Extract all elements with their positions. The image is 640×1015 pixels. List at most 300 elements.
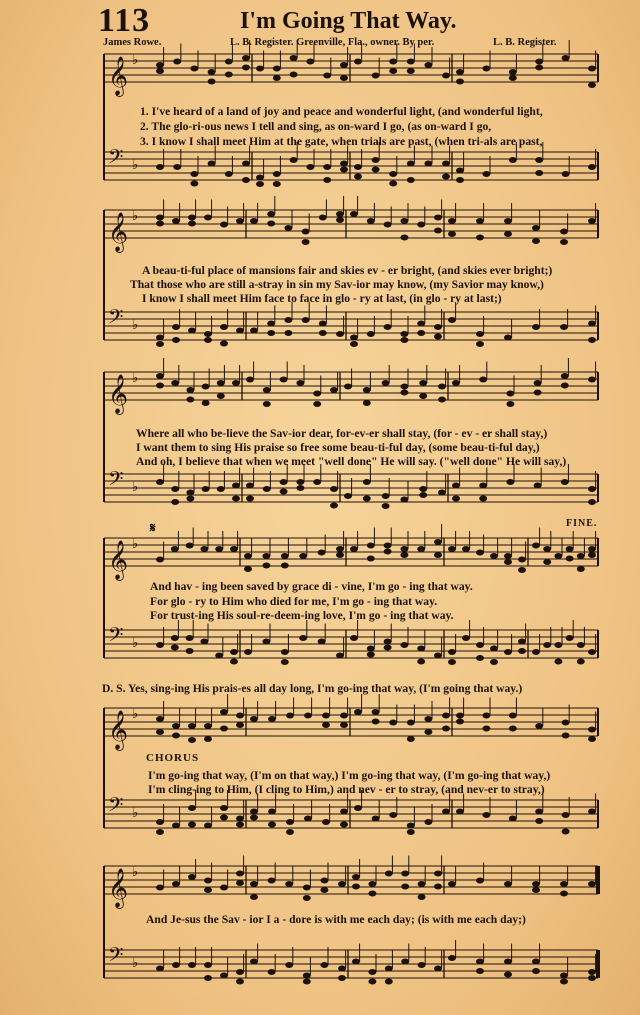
note-head bbox=[560, 324, 568, 330]
note-head bbox=[479, 483, 487, 489]
note-head bbox=[577, 566, 585, 572]
note-head bbox=[156, 62, 164, 68]
note-head bbox=[273, 66, 281, 72]
note-head bbox=[456, 79, 464, 85]
note-head bbox=[232, 496, 240, 502]
note-head bbox=[284, 225, 292, 231]
note-head bbox=[281, 659, 289, 665]
note-head bbox=[407, 736, 415, 742]
note-head bbox=[504, 335, 512, 341]
note-head bbox=[186, 648, 194, 654]
note-head bbox=[535, 59, 543, 65]
note-head bbox=[385, 979, 393, 985]
note-head bbox=[372, 157, 380, 163]
bass-clef-icon: 𝄢 bbox=[108, 793, 124, 821]
note-head bbox=[504, 559, 512, 565]
note-head bbox=[268, 878, 276, 884]
note-head bbox=[560, 973, 568, 979]
note-head bbox=[236, 722, 244, 728]
note-head bbox=[504, 231, 512, 237]
note-head bbox=[562, 55, 570, 61]
note-head bbox=[506, 479, 514, 485]
note-head bbox=[313, 391, 321, 397]
note-head bbox=[442, 161, 450, 167]
note-head bbox=[190, 181, 198, 187]
note-head bbox=[250, 328, 258, 334]
note-head bbox=[382, 503, 390, 509]
lyric-line: I'm cling-ing to Him, (I cling to Him,) and nev - er to stray, (and nev-er to stray,) bbox=[148, 783, 545, 796]
note-head bbox=[532, 968, 540, 974]
note-head bbox=[323, 73, 331, 79]
note-head bbox=[267, 211, 275, 217]
note-head bbox=[204, 823, 212, 829]
note-head bbox=[290, 72, 298, 78]
note-head bbox=[330, 486, 338, 492]
note-head bbox=[448, 317, 456, 323]
note-head bbox=[171, 546, 179, 552]
note-head bbox=[318, 639, 326, 645]
note-head bbox=[476, 218, 484, 224]
note-head bbox=[476, 341, 484, 347]
note-head bbox=[156, 829, 164, 835]
note-head bbox=[340, 62, 348, 68]
note-head bbox=[338, 881, 346, 887]
note-head bbox=[372, 167, 380, 173]
note-head bbox=[401, 884, 409, 890]
note-head bbox=[504, 972, 512, 978]
note-head bbox=[400, 218, 408, 224]
note-head bbox=[267, 221, 275, 227]
note-head bbox=[330, 387, 338, 393]
note-head bbox=[350, 211, 358, 217]
note-head bbox=[172, 218, 180, 224]
note-head bbox=[336, 331, 344, 337]
note-head bbox=[354, 164, 362, 170]
note-head bbox=[532, 324, 540, 330]
bass-clef-icon: 𝄢 bbox=[108, 467, 124, 495]
note-head bbox=[208, 79, 216, 85]
note-head bbox=[304, 713, 312, 719]
note-head bbox=[344, 384, 352, 390]
note-head bbox=[156, 479, 164, 485]
note-head bbox=[156, 716, 164, 722]
note-head bbox=[299, 553, 307, 559]
bass-clef-icon: 𝄢 bbox=[108, 623, 124, 651]
flat-sign-icon: ♭ bbox=[132, 806, 139, 821]
note-head bbox=[354, 59, 362, 65]
note-head bbox=[204, 337, 212, 343]
note-head bbox=[400, 642, 408, 648]
note-head bbox=[242, 177, 250, 183]
note-head bbox=[220, 324, 228, 330]
note-head bbox=[230, 649, 238, 655]
note-head bbox=[340, 713, 348, 719]
note-head bbox=[543, 642, 551, 648]
note-head bbox=[419, 380, 427, 386]
flat-sign-icon: ♭ bbox=[132, 53, 139, 68]
note-head bbox=[303, 973, 311, 979]
note-head bbox=[401, 871, 409, 877]
note-head bbox=[442, 726, 450, 732]
note-head bbox=[208, 69, 216, 75]
note-head bbox=[588, 809, 596, 815]
note-head bbox=[577, 553, 585, 559]
note-head bbox=[286, 829, 294, 835]
note-head bbox=[318, 550, 326, 556]
note-head bbox=[281, 649, 289, 655]
flat-sign-icon: ♭ bbox=[132, 636, 139, 651]
note-head bbox=[262, 563, 270, 569]
note-head bbox=[490, 646, 498, 652]
note-head bbox=[566, 635, 574, 641]
bass-clef-icon: 𝄢 bbox=[108, 145, 124, 173]
note-head bbox=[244, 566, 252, 572]
note-head bbox=[389, 181, 397, 187]
note-head bbox=[504, 881, 512, 887]
note-head bbox=[340, 722, 348, 728]
note-head bbox=[384, 645, 392, 651]
note-head bbox=[535, 818, 543, 824]
note-head bbox=[286, 819, 294, 825]
note-head bbox=[389, 59, 397, 65]
note-head bbox=[236, 822, 244, 828]
note-head bbox=[336, 546, 344, 552]
note-head bbox=[242, 55, 250, 61]
note-head bbox=[535, 809, 543, 815]
note-head bbox=[588, 377, 596, 383]
note-head bbox=[509, 726, 517, 732]
note-head bbox=[244, 553, 252, 559]
note-head bbox=[368, 979, 376, 985]
note-head bbox=[172, 881, 180, 887]
treble-clef-icon: 𝄞 bbox=[108, 374, 129, 414]
note-head bbox=[268, 809, 276, 815]
note-head bbox=[350, 335, 358, 341]
note-head bbox=[215, 546, 223, 552]
lyric-line: 3. I know I shall meet Him at the gate, when trials are past, (when tri-als are past, bbox=[140, 135, 543, 148]
note-head bbox=[336, 552, 344, 558]
lyric-line: For trust-ing His soul-re-deem-ing love, I'm go - ing that way. bbox=[150, 609, 454, 622]
note-head bbox=[268, 969, 276, 975]
dal-segno-line: D. S. Yes, sing-ing His prais-es all day long, I'm go-ing that way, (I'm going that way.) bbox=[102, 682, 523, 695]
flat-sign-icon: ♭ bbox=[132, 956, 139, 971]
note-head bbox=[419, 492, 427, 498]
note-head bbox=[452, 483, 460, 489]
note-head bbox=[156, 335, 164, 341]
note-head bbox=[438, 384, 446, 390]
note-head bbox=[204, 962, 212, 968]
note-head bbox=[456, 69, 464, 75]
note-head bbox=[400, 497, 408, 503]
note-head bbox=[171, 486, 179, 492]
note-head bbox=[173, 164, 181, 170]
note-head bbox=[384, 639, 392, 645]
note-head bbox=[532, 881, 540, 887]
treble-clef-icon: 𝄞 bbox=[108, 540, 129, 580]
note-head bbox=[280, 377, 288, 383]
note-head bbox=[236, 713, 244, 719]
note-head bbox=[367, 646, 375, 652]
note-head bbox=[156, 885, 164, 891]
note-head bbox=[232, 380, 240, 386]
note-head bbox=[368, 891, 376, 897]
note-head bbox=[448, 218, 456, 224]
note-head bbox=[532, 238, 540, 244]
note-head bbox=[336, 653, 344, 659]
note-head bbox=[188, 805, 196, 811]
note-head bbox=[186, 490, 194, 496]
note-head bbox=[350, 341, 358, 347]
note-head bbox=[236, 969, 244, 975]
note-head bbox=[338, 975, 346, 981]
note-head bbox=[504, 218, 512, 224]
note-head bbox=[554, 642, 562, 648]
note-head bbox=[400, 552, 408, 558]
note-head bbox=[532, 225, 540, 231]
note-head bbox=[171, 499, 179, 505]
note-head bbox=[476, 550, 484, 556]
note-head bbox=[286, 713, 294, 719]
note-head bbox=[407, 720, 415, 726]
note-head bbox=[532, 543, 540, 549]
note-head bbox=[320, 878, 328, 884]
note-head bbox=[299, 635, 307, 641]
note-head bbox=[561, 479, 569, 485]
note-head bbox=[303, 895, 311, 901]
note-head bbox=[588, 552, 596, 558]
note-head bbox=[172, 723, 180, 729]
note-head bbox=[504, 649, 512, 655]
note-head bbox=[479, 377, 487, 383]
note-head bbox=[434, 871, 442, 877]
note-head bbox=[407, 829, 415, 835]
note-head bbox=[188, 221, 196, 227]
note-head bbox=[156, 819, 164, 825]
note-head bbox=[313, 401, 321, 407]
note-head bbox=[389, 68, 397, 74]
fine-marking: FINE. bbox=[566, 518, 598, 529]
note-head bbox=[588, 321, 596, 327]
note-head bbox=[434, 324, 442, 330]
note-head bbox=[284, 317, 292, 323]
note-head bbox=[319, 330, 327, 336]
note-head bbox=[385, 871, 393, 877]
note-head bbox=[434, 334, 442, 340]
note-head bbox=[419, 486, 427, 492]
note-head bbox=[407, 59, 415, 65]
note-head bbox=[246, 496, 254, 502]
note-head bbox=[220, 973, 228, 979]
note-head bbox=[263, 486, 271, 492]
note-head bbox=[424, 716, 432, 722]
note-head bbox=[543, 559, 551, 565]
note-head bbox=[220, 885, 228, 891]
note-head bbox=[588, 881, 596, 887]
note-head bbox=[448, 546, 456, 552]
note-head bbox=[442, 73, 450, 79]
note-head bbox=[156, 164, 164, 170]
note-head bbox=[389, 171, 397, 177]
author-credit: James Rowe. bbox=[103, 37, 162, 48]
note-head bbox=[285, 962, 293, 968]
note-head bbox=[230, 659, 238, 665]
note-head bbox=[532, 959, 540, 965]
note-head bbox=[336, 211, 344, 217]
note-head bbox=[172, 733, 180, 739]
note-head bbox=[372, 709, 380, 715]
lyric-line: And hav - ing been saved by grace di - vine, I'm go - ing that way. bbox=[150, 580, 473, 593]
note-head bbox=[273, 181, 281, 187]
note-head bbox=[424, 819, 432, 825]
note-head bbox=[363, 479, 371, 485]
note-head bbox=[156, 373, 164, 379]
note-head bbox=[204, 975, 212, 981]
note-head bbox=[363, 387, 371, 393]
note-head bbox=[382, 493, 390, 499]
lyric-line: Where all who be-lieve the Sav-ior dear, for-ev-er shall stay, (for - ev - er shall stay,) bbox=[136, 427, 548, 440]
bass-clef-icon: 𝄢 bbox=[108, 943, 124, 971]
note-head bbox=[417, 222, 425, 228]
note-head bbox=[535, 65, 543, 71]
note-head bbox=[535, 723, 543, 729]
note-head bbox=[588, 969, 596, 975]
note-head bbox=[204, 887, 212, 893]
note-head bbox=[250, 959, 258, 965]
arranger-credit: L. B. Register. bbox=[493, 37, 557, 48]
chorus-label: CHORUS bbox=[146, 752, 200, 764]
note-head bbox=[577, 659, 585, 665]
note-head bbox=[262, 639, 270, 645]
note-head bbox=[482, 726, 490, 732]
note-head bbox=[352, 884, 360, 890]
note-head bbox=[250, 716, 258, 722]
note-head bbox=[172, 823, 180, 829]
note-head bbox=[418, 962, 426, 968]
note-head bbox=[476, 331, 484, 337]
note-head bbox=[217, 486, 225, 492]
note-head bbox=[256, 175, 264, 181]
note-head bbox=[242, 161, 250, 167]
note-head bbox=[217, 393, 225, 399]
note-head bbox=[220, 709, 228, 715]
note-head bbox=[532, 887, 540, 893]
note-head bbox=[588, 727, 596, 733]
note-head bbox=[384, 222, 392, 228]
lyric-line: And oh, I believe that when we meet "well done" He will say. ("well done" He will say,) bbox=[136, 455, 567, 468]
note-head bbox=[273, 75, 281, 81]
note-head bbox=[236, 871, 244, 877]
note-head bbox=[588, 736, 596, 742]
bass-clef-icon: 𝄢 bbox=[108, 305, 124, 333]
note-head bbox=[417, 659, 425, 665]
note-head bbox=[186, 635, 194, 641]
note-head bbox=[476, 235, 484, 241]
note-head bbox=[401, 959, 409, 965]
note-head bbox=[367, 556, 375, 562]
note-head bbox=[319, 321, 327, 327]
note-head bbox=[202, 384, 210, 390]
note-head bbox=[509, 69, 517, 75]
note-head bbox=[456, 168, 464, 174]
note-head bbox=[156, 68, 164, 74]
note-head bbox=[340, 809, 348, 815]
note-head bbox=[303, 885, 311, 891]
note-head bbox=[250, 815, 258, 821]
note-head bbox=[322, 819, 330, 825]
note-head bbox=[562, 171, 570, 177]
flat-sign-icon: ♭ bbox=[132, 480, 139, 495]
note-head bbox=[156, 966, 164, 972]
note-head bbox=[588, 486, 596, 492]
note-head bbox=[225, 72, 233, 78]
note-head bbox=[434, 966, 442, 972]
note-head bbox=[509, 157, 517, 163]
flat-sign-icon: ♭ bbox=[132, 209, 139, 224]
note-head bbox=[267, 321, 275, 327]
note-head bbox=[225, 59, 233, 65]
note-head bbox=[250, 809, 258, 815]
note-head bbox=[350, 635, 358, 641]
note-head bbox=[588, 649, 596, 655]
note-head bbox=[400, 546, 408, 552]
lyric-line: 2. The glo-ri-ous news I tell and sing, as on-ward I go, (as on-ward I go, bbox=[140, 120, 492, 133]
note-head bbox=[368, 881, 376, 887]
note-head bbox=[417, 646, 425, 652]
note-head bbox=[417, 321, 425, 327]
note-head bbox=[204, 878, 212, 884]
note-head bbox=[190, 66, 198, 72]
note-head bbox=[452, 496, 460, 502]
note-head bbox=[562, 733, 570, 739]
note-head bbox=[262, 553, 270, 559]
note-head bbox=[171, 635, 179, 641]
flat-sign-icon: ♭ bbox=[132, 158, 139, 173]
note-head bbox=[418, 894, 426, 900]
note-head bbox=[562, 812, 570, 818]
note-head bbox=[438, 397, 446, 403]
note-head bbox=[202, 400, 210, 406]
note-head bbox=[171, 380, 179, 386]
treble-clef-icon: 𝄞 bbox=[108, 212, 129, 252]
note-head bbox=[156, 642, 164, 648]
lyric-line: I'm go-ing that way, (I'm on that way,) I'm go-ing that way, (I'm go-ing that way,) bbox=[148, 769, 551, 782]
note-head bbox=[566, 556, 574, 562]
note-head bbox=[306, 164, 314, 170]
note-head bbox=[442, 809, 450, 815]
note-head bbox=[273, 171, 281, 177]
note-head bbox=[476, 878, 484, 884]
lyric-line: For glo - ry to Him who died for me, I'm go - ing that way. bbox=[150, 595, 438, 608]
note-head bbox=[407, 161, 415, 167]
note-head bbox=[290, 157, 298, 163]
note-head bbox=[225, 171, 233, 177]
lyric-line: And Je-sus the Sav - ior I a - dore is with me each day; (is with me each day;) bbox=[146, 913, 526, 926]
note-head bbox=[560, 239, 568, 245]
note-head bbox=[384, 324, 392, 330]
note-head bbox=[482, 713, 490, 719]
note-head bbox=[367, 652, 375, 658]
flat-sign-icon: ♭ bbox=[132, 537, 139, 552]
note-head bbox=[476, 959, 484, 965]
note-head bbox=[236, 880, 244, 886]
note-head bbox=[236, 979, 244, 985]
note-head bbox=[340, 167, 348, 173]
note-head bbox=[554, 553, 562, 559]
note-head bbox=[509, 816, 517, 822]
note-head bbox=[434, 215, 442, 221]
note-head bbox=[313, 479, 321, 485]
note-head bbox=[320, 962, 328, 968]
